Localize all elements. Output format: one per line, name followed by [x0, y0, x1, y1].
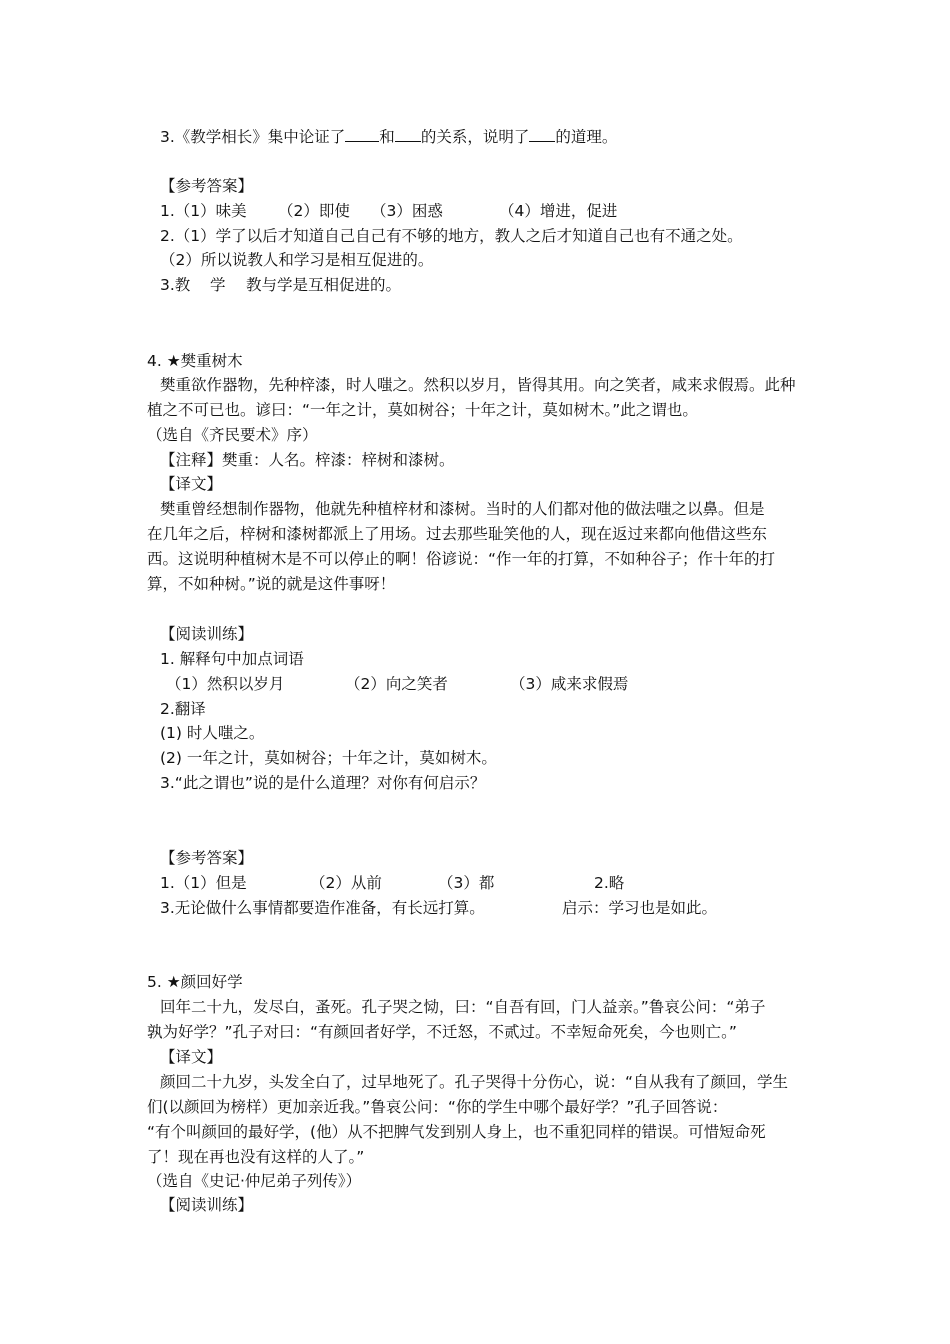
question-item: （2）向之笑者	[345, 675, 448, 693]
answer-item: （3）困惑	[371, 202, 443, 220]
translation-line: 了！现在再也没有这样的人了。”	[147, 1148, 365, 1166]
answer-blank[interactable]	[529, 126, 555, 142]
q3-text-c: 的关系，说明了	[420, 128, 530, 146]
translation-line: 们(以颜回为榜样）更加亲近我。”鲁哀公问：“你的学生中哪个最好学？”孔子回答说：	[147, 1098, 728, 1116]
source-citation: （选自《齐民要术》序）	[147, 426, 318, 444]
answer-item: 学	[210, 276, 226, 294]
translation-line: 颜回二十九岁，头发全白了，过早地死了。孔子哭得十分伤心，说：“自从我有了颜回，学生	[160, 1073, 789, 1091]
question-3-fill-blank	[160, 125, 617, 149]
answer-item: 1.（1）味美	[160, 202, 247, 220]
answer-blank[interactable]	[345, 126, 379, 142]
training-header: 【阅读训练】	[160, 625, 254, 643]
question-line: 1. 解释句中加点词语	[160, 650, 304, 668]
answer-item: 教与学是互相促进的。	[246, 276, 402, 294]
answer-item: 2.略	[594, 874, 625, 892]
question-item: （1）然积以岁月	[166, 675, 285, 693]
translation-line: 樊重曾经想制作器物，他就先种植梓材和漆树。当时的人们都对他的做法嗤之以鼻。但是	[160, 500, 765, 518]
q3-text-d: 的道理。	[555, 128, 618, 146]
question-line: (1) 时人嗤之。	[160, 724, 265, 742]
translation-header: 【译文】	[160, 1048, 223, 1066]
training-header: 【阅读训练】	[160, 1196, 254, 1214]
passage-line: 回年二十九，发尽白，蚤死。孔子哭之恸，曰：“自吾有回，门人益亲。”鲁哀公问：“弟子	[160, 998, 766, 1016]
answer-item: 3.无论做什么事情都要造作准备，有长远打算。	[160, 899, 485, 917]
question-line: 2.翻译	[160, 700, 206, 718]
translation-line: 在几年之后，梓树和漆树都派上了用场。过去那些耻笑他的人，现在返过来都向他借这些东	[147, 525, 768, 543]
translation-line: 算，不如种树。”说的就是这件事呀！	[147, 575, 396, 593]
answer-header: 【参考答案】	[160, 849, 254, 867]
answer-item: （4）增进，促进	[499, 202, 618, 220]
answer-item: （2）从前	[310, 874, 382, 892]
answer-item: 3.教	[160, 276, 191, 294]
answer-item: （2）即使	[278, 202, 350, 220]
q3-text-b: 和	[379, 128, 395, 146]
question-item: （3）咸来求假焉	[510, 675, 629, 693]
translation-line: “有个叫颜回的最好学，(他）从不把脾气发到别人身上，也不重犯同样的错误。可惜短命死	[147, 1123, 766, 1141]
answer-blank[interactable]	[395, 126, 421, 142]
translation-line: 西。这说明种植树木是不可以停止的啊！俗谚说：“作一年的打算，不如种谷子；作十年的打	[147, 550, 776, 568]
answer-line: （2）所以说教人和学习是相互促进的。	[160, 251, 434, 269]
q3-text-a: 3.《教学相长》集中论证了	[160, 128, 346, 146]
passage-line: 孰为好学？”孔子对曰：“有颜回者好学，不迁怒，不贰过。不幸短命死矣，今也则亡。”	[147, 1023, 737, 1041]
note-line: 【注释】樊重：人名。梓漆：梓树和漆树。	[160, 451, 455, 469]
question-line: 3.“此之谓也”说的是什么道理？对你有何启示？	[160, 774, 486, 792]
section-title: 4. ★樊重树木	[147, 352, 243, 370]
answer-header: 【参考答案】	[160, 177, 254, 195]
answer-item: 启示：学习也是如此。	[562, 899, 718, 917]
passage-line: 植之不可已也。谚曰：“一年之计，莫如树谷；十年之计，莫如树木。”此之谓也。	[147, 401, 698, 419]
answer-line: 2.（1）学了以后才知道自己自己有不够的地方，教人之后才知道自己也有不通之处。	[160, 227, 743, 245]
translation-header: 【译文】	[160, 475, 223, 493]
source-citation: （选自《史记·仲尼弟子列传》）	[147, 1172, 362, 1190]
section-title: 5. ★颜回好学	[147, 973, 243, 991]
answer-item: 1.（1）但是	[160, 874, 247, 892]
answer-item: （3）都	[438, 874, 495, 892]
question-line: (2) 一年之计，莫如树谷；十年之计，莫如树木。	[160, 749, 497, 767]
passage-line: 樊重欲作器物，先种梓漆，时人嗤之。然积以岁月，皆得其用。向之笑者，咸来求假焉。此种	[160, 376, 796, 394]
